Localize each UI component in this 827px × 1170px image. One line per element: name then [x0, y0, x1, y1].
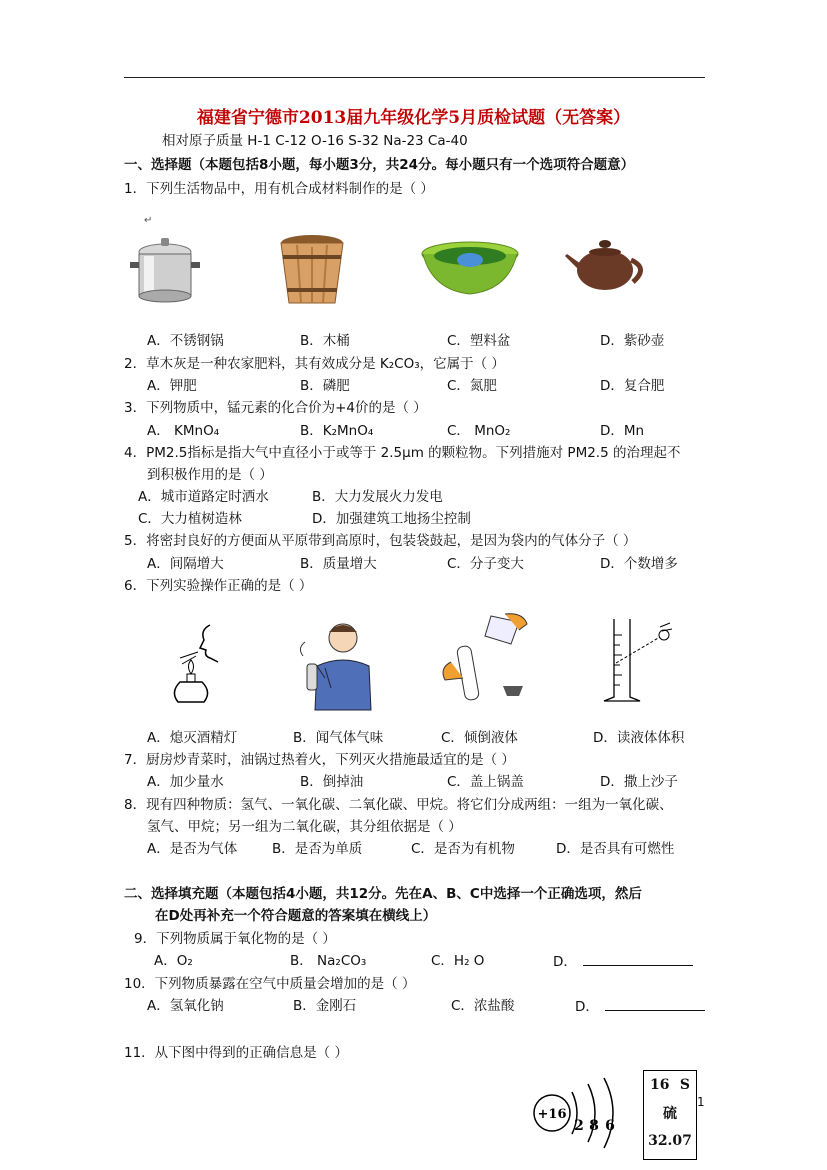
q4-stem-line1: 4．PM2.5指标是指大气中直径小于或等于 2.5μm 的颗粒物。下列措施对 PM2.5 的治理起不: [124, 445, 681, 461]
q7-option-d: D．撒上沙子: [600, 774, 678, 790]
pouring-liquid-image: [433, 608, 533, 703]
smelling-gas-image: [295, 618, 380, 713]
q10-option-c: C．浓盐酸: [451, 998, 515, 1014]
q1-option-a: A．不锈钢锅: [147, 333, 224, 349]
q2-option-c: C．氮肥: [447, 378, 497, 394]
q8-option-c: C．是否为有机物: [411, 841, 515, 857]
electron-shell-3: [604, 1078, 613, 1148]
q5-option-c: C．分子变大: [447, 556, 524, 572]
section1-heading: 一、选择题（本题包括8小题，每小题3分，共24分。每小题只有一个选项符合题意）: [124, 157, 635, 173]
nucleus-charge: +16: [537, 1107, 567, 1122]
q4-option-d: D．加强建筑工地扬尘控制: [312, 511, 471, 527]
q7-option-a: A．加少量水: [147, 774, 224, 790]
q10-stem: 10．下列物质暴露在空气中质量会增加的是（ ）: [124, 976, 416, 992]
q2-stem: 2．草木灰是一种农家肥料，其有效成分是 K₂CO₃，它属于（ ）: [124, 356, 505, 372]
atomic-mass-line: 相对原子质量 H-1 C-12 O-16 S-32 Na-23 Ca-40: [162, 133, 468, 149]
q8-stem-line1: 8．现有四种物质：氢气、一氧化碳、二氧化碳、甲烷。将它们分成两组：一组为一氧化碳、: [124, 797, 673, 813]
element-symbol: S: [679, 1077, 690, 1093]
q3-option-c: C． MnO₂: [447, 423, 511, 439]
sulfur-atom-structure-diagram: [528, 1074, 628, 1152]
shell-3-count: 6: [605, 1118, 615, 1134]
element-atomic-mass: 32.07: [648, 1133, 692, 1149]
q8-stem-line2: 氢气、甲烷；另一组为二氧化碳，其分组依据是（ ）: [147, 819, 462, 835]
shell-2-count: 8: [589, 1118, 599, 1134]
q1-option-c: C．塑料盆: [447, 333, 511, 349]
q10-option-d-label: D．: [575, 999, 599, 1015]
q10-option-b: B．金刚石: [293, 998, 357, 1014]
q10-option-d: [575, 998, 705, 1015]
q7-option-b: B．倒掉油: [300, 774, 364, 790]
header-rule: [124, 77, 705, 78]
q8-option-d: D．是否具有可燃性: [556, 841, 675, 857]
clay-teapot-image: [563, 238, 651, 296]
q9-option-d-label: D．: [553, 954, 577, 970]
q9-stem: 9．下列物质属于氧化物的是（ ）: [134, 931, 336, 947]
q9-answer-blank[interactable]: [583, 953, 693, 966]
q8-option-b: B．是否为单质: [272, 841, 363, 857]
section2-heading-line1: 二、选择填充题（本题包括4小题，共12分。先在A、B、C中选择一个正确选项，然后: [124, 886, 642, 902]
q3-option-a: A． KMnO₄: [147, 423, 220, 439]
q2-option-a: A．钾肥: [147, 378, 197, 394]
q6-option-c: C．倾倒液体: [441, 730, 518, 746]
q4-option-c: C．大力植树造林: [138, 511, 242, 527]
q3-option-b: B．K₂MnO₄: [300, 423, 374, 439]
blowing-out-lamp-image: [160, 620, 245, 710]
q6-option-a: A．熄灭酒精灯: [147, 730, 238, 746]
q11-stem: 11．从下图中得到的正确信息是（ ）: [124, 1045, 348, 1061]
section2-heading-line2: 在D处再补充一个符合题意的答案填在横线上）: [155, 908, 437, 924]
q9-option-a: A．O₂: [154, 953, 193, 969]
element-name: 硫: [663, 1106, 677, 1122]
q10-option-a: A．氢氧化钠: [147, 998, 224, 1014]
q4-option-a: A．城市道路定时洒水: [138, 489, 269, 505]
q6-option-b: B．闻气体气味: [293, 730, 384, 746]
q3-option-d: D．Mn: [600, 423, 645, 439]
q5-stem: 5．将密封良好的方便面从平原带到高原时，包装袋鼓起，是因为袋内的气体分子（ ）: [124, 533, 637, 549]
shell-1-count: 2: [574, 1118, 584, 1134]
q6-stem: 6．下列实验操作正确的是（ ）: [124, 578, 313, 594]
q6-option-d: D．读液体体积: [593, 730, 685, 746]
q5-option-d: D．个数增多: [600, 556, 678, 572]
page-number: 1: [697, 1095, 705, 1109]
element-atomic-number: 16: [650, 1077, 670, 1093]
plastic-basin-image: [420, 240, 520, 298]
q9-option-d: [553, 953, 693, 970]
stainless-pot-image: [130, 232, 200, 307]
q7-stem: 7．厨房炒青菜时，油锅过热着火，下列灭火措施最适宜的是（ ）: [124, 752, 515, 768]
q8-option-a: A．是否为气体: [147, 841, 238, 857]
q4-stem-line2: 到积极作用的是（ ）: [147, 467, 273, 483]
reading-cylinder-image: [600, 615, 680, 705]
q1-stem: 1．下列生活物品中，用有机合成材料制作的是（ ）: [124, 181, 434, 197]
q3-stem: 3．下列物质中，锰元素的化合价为+4价的是（ ）: [124, 400, 427, 416]
return-mark: ↵: [144, 215, 153, 226]
page-title: 福建省宁德市2013届九年级化学5月质检试题（无答案）: [196, 108, 631, 128]
q1-option-b: B．木桶: [300, 333, 350, 349]
q4-option-b: B．大力发展火力发电: [312, 489, 443, 505]
q9-option-b: B． Na₂CO₃: [290, 953, 367, 969]
q5-option-b: B．质量增大: [300, 556, 377, 572]
q1-option-d: D．紫砂壶: [600, 333, 665, 349]
q9-option-c: C．H₂ O: [431, 953, 485, 969]
q10-answer-blank[interactable]: [605, 998, 705, 1011]
q5-option-a: A．间隔增大: [147, 556, 224, 572]
sulfur-element-card: [643, 1070, 697, 1160]
q7-option-c: C．盖上锅盖: [447, 774, 524, 790]
q2-option-d: D．复合肥: [600, 378, 665, 394]
wooden-bucket-image: [277, 233, 347, 311]
q2-option-b: B．磷肥: [300, 378, 350, 394]
